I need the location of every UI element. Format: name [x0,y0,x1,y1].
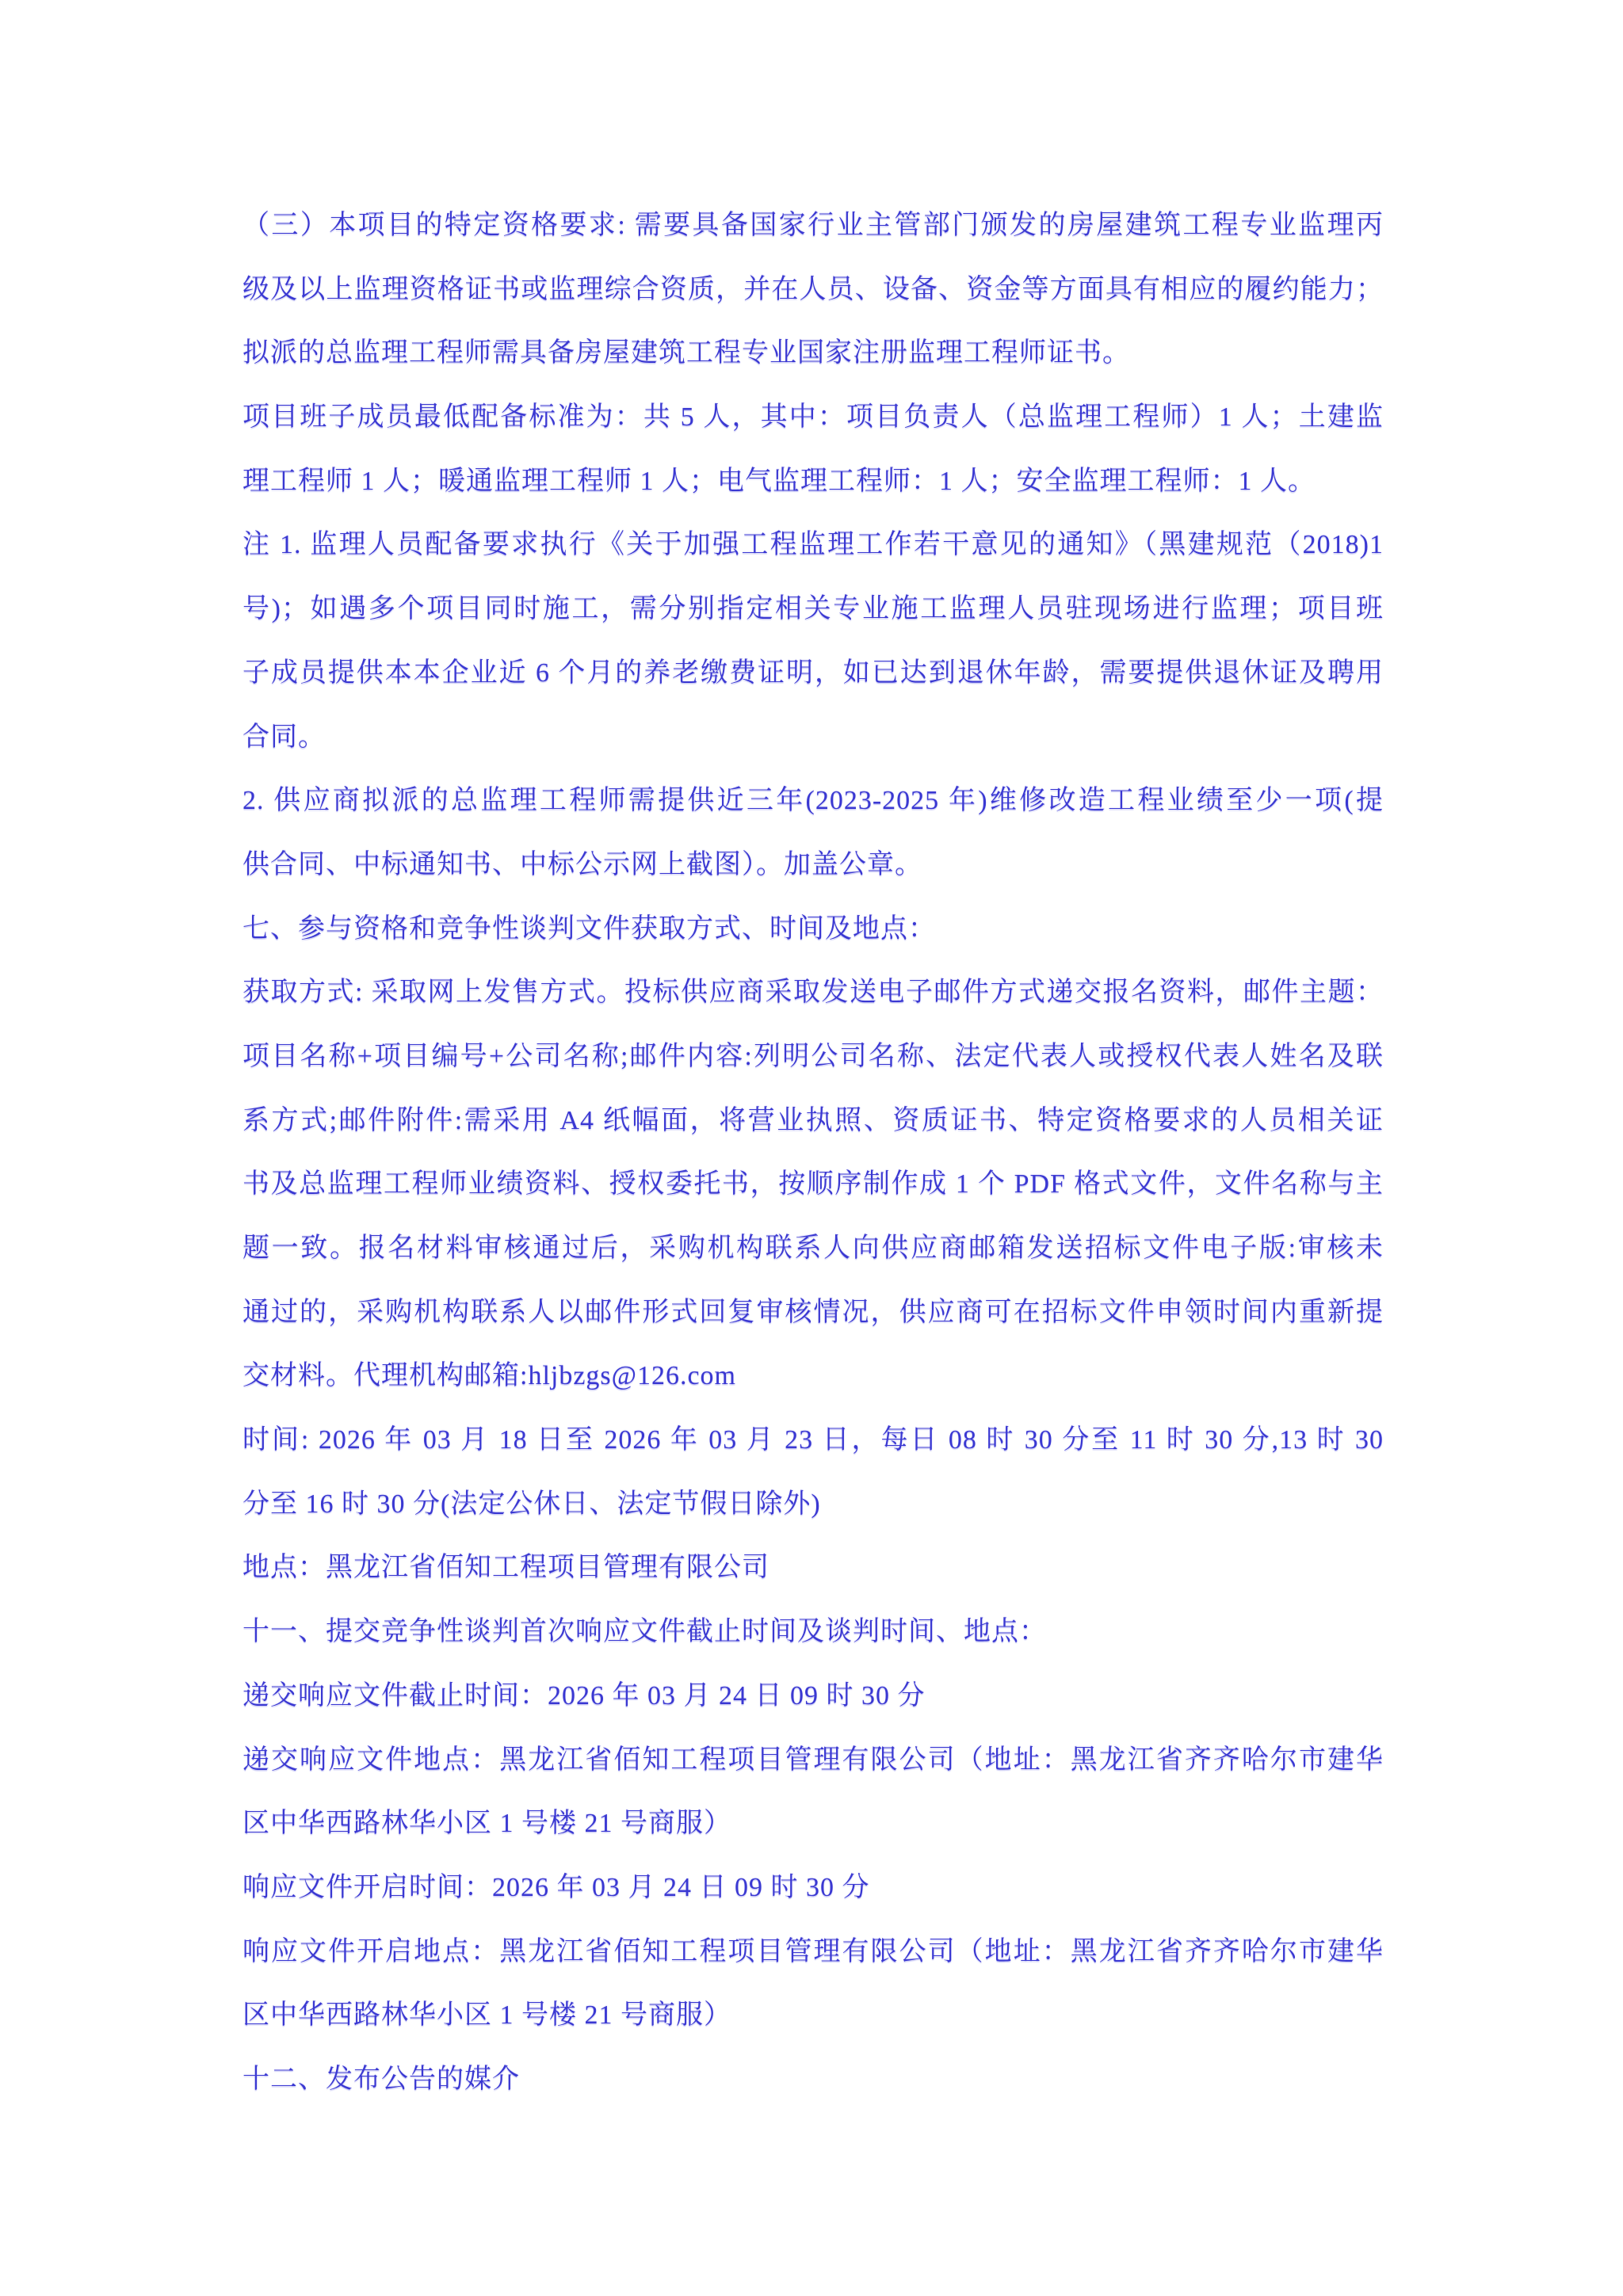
text-line: 拟派的总监理工程师需具备房屋建筑工程专业国家注册监理工程师证书。 [242,338,1130,368]
text-line: 分至 16 时 30 分(法定公休日、法定节假日除外) [242,1489,821,1519]
text-line: 号)；如遇多个项目同时施工，需分别指定相关专业施工监理人员驻现场进行监理；项目班 [242,594,1384,624]
text-line: 书及总监理工程师业绩资料、授权委托书，按顺序制作成 1 个 PDF 格式文件，文件名称与主 [242,1169,1384,1199]
text-line: 合同。 [242,722,326,752]
text-line: 级及以上监理资格证书或监理综合资质，并在人员、设备、资金等方面具有相应的履约能力； [242,274,1384,304]
text-line: 2. 供应商拟派的总监理工程师需提供近三年(2023-2025 年)维修改造工程业绩至少一项(提 [242,786,1384,816]
text-line: 供合同、中标通知书、中标公示网上截图）。加盖公章。 [242,849,922,879]
text-line: 系方式;邮件附件:需采用 A4 纸幅面，将营业执照、资质证书、特定资格要求的人员相关证 [242,1105,1384,1135]
text-line: 七、参与资格和竞争性谈判文件获取方式、时间及地点： [242,913,936,944]
text-line: 项目名称+项目编号+公司名称;邮件内容:列明公司名称、法定代表人或授权代表人姓名及联 [242,1041,1384,1071]
text-line: 十一、提交竞争性谈判首次响应文件截止时间及谈判时间、地点： [242,1617,1047,1647]
text-line: 响应文件开启地点：黑龙江省佰知工程项目管理有限公司（地址：黑龙江省齐齐哈尔市建华 [242,1936,1384,1966]
text-line: 交材料。代理机构邮箱:hljbzgs@126.com [242,1361,737,1391]
text-line: 注 1. 监理人员配备要求执行《关于加强工程监理工作若干意见的通知》（黑建规范（2018)1 [242,530,1384,560]
text-line: 项目班子成员最低配备标准为：共 5 人，其中：项目负责人（总监理工程师）1 人；土建监 [242,402,1384,433]
text-line: 地点：黑龙江省佰知工程项目管理有限公司 [242,1553,769,1583]
text-line: 十二、发布公告的媒介 [242,2064,520,2094]
text-line: 递交响应文件截止时间：2026 年 03 月 24 日 09 时 30 分 [242,1680,926,1711]
text-line: 理工程师 1 人；暖通监理工程师 1 人；电气监理工程师：1 人；安全监理工程师：1 人。 [242,466,1316,496]
text-line: 区中华西路林华小区 1 号楼 21 号商服） [242,1809,731,1839]
text-line: 获取方式: 采取网上发售方式。投标供应商采取发送电子邮件方式递交报名资料，邮件主题： [242,978,1384,1008]
text-line: 通过的，采购机构联系人以邮件形式回复审核情况，供应商可在招标文件申领时间内重新提 [242,1297,1384,1327]
text-line: 递交响应文件地点：黑龙江省佰知工程项目管理有限公司（地址：黑龙江省齐齐哈尔市建华 [242,1745,1384,1775]
document-body [242,194,1384,2112]
text-line: 时间: 2026 年 03 月 18 日至 2026 年 03 月 23 日，每日 08 时 30 分至 11 时 30 分,13 时 30 [242,1425,1384,1455]
text-line: 子成员提供本本企业近 6 个月的养老缴费证明，如已达到退休年龄，需要提供退休证及聘用 [242,658,1384,688]
text-line: 区中华西路林华小区 1 号楼 21 号商服） [242,2000,731,2031]
text-line: （三）本项目的特定资格要求: 需要具备国家行业主管部门颁发的房屋建筑工程专业监理丙 [242,211,1384,240]
text-line: 题一致。报名材料审核通过后，采购机构联系人向供应商邮箱发送招标文件电子版:审核未 [242,1234,1384,1263]
text-line: 响应文件开启时间：2026 年 03 月 24 日 09 时 30 分 [242,1872,870,1902]
